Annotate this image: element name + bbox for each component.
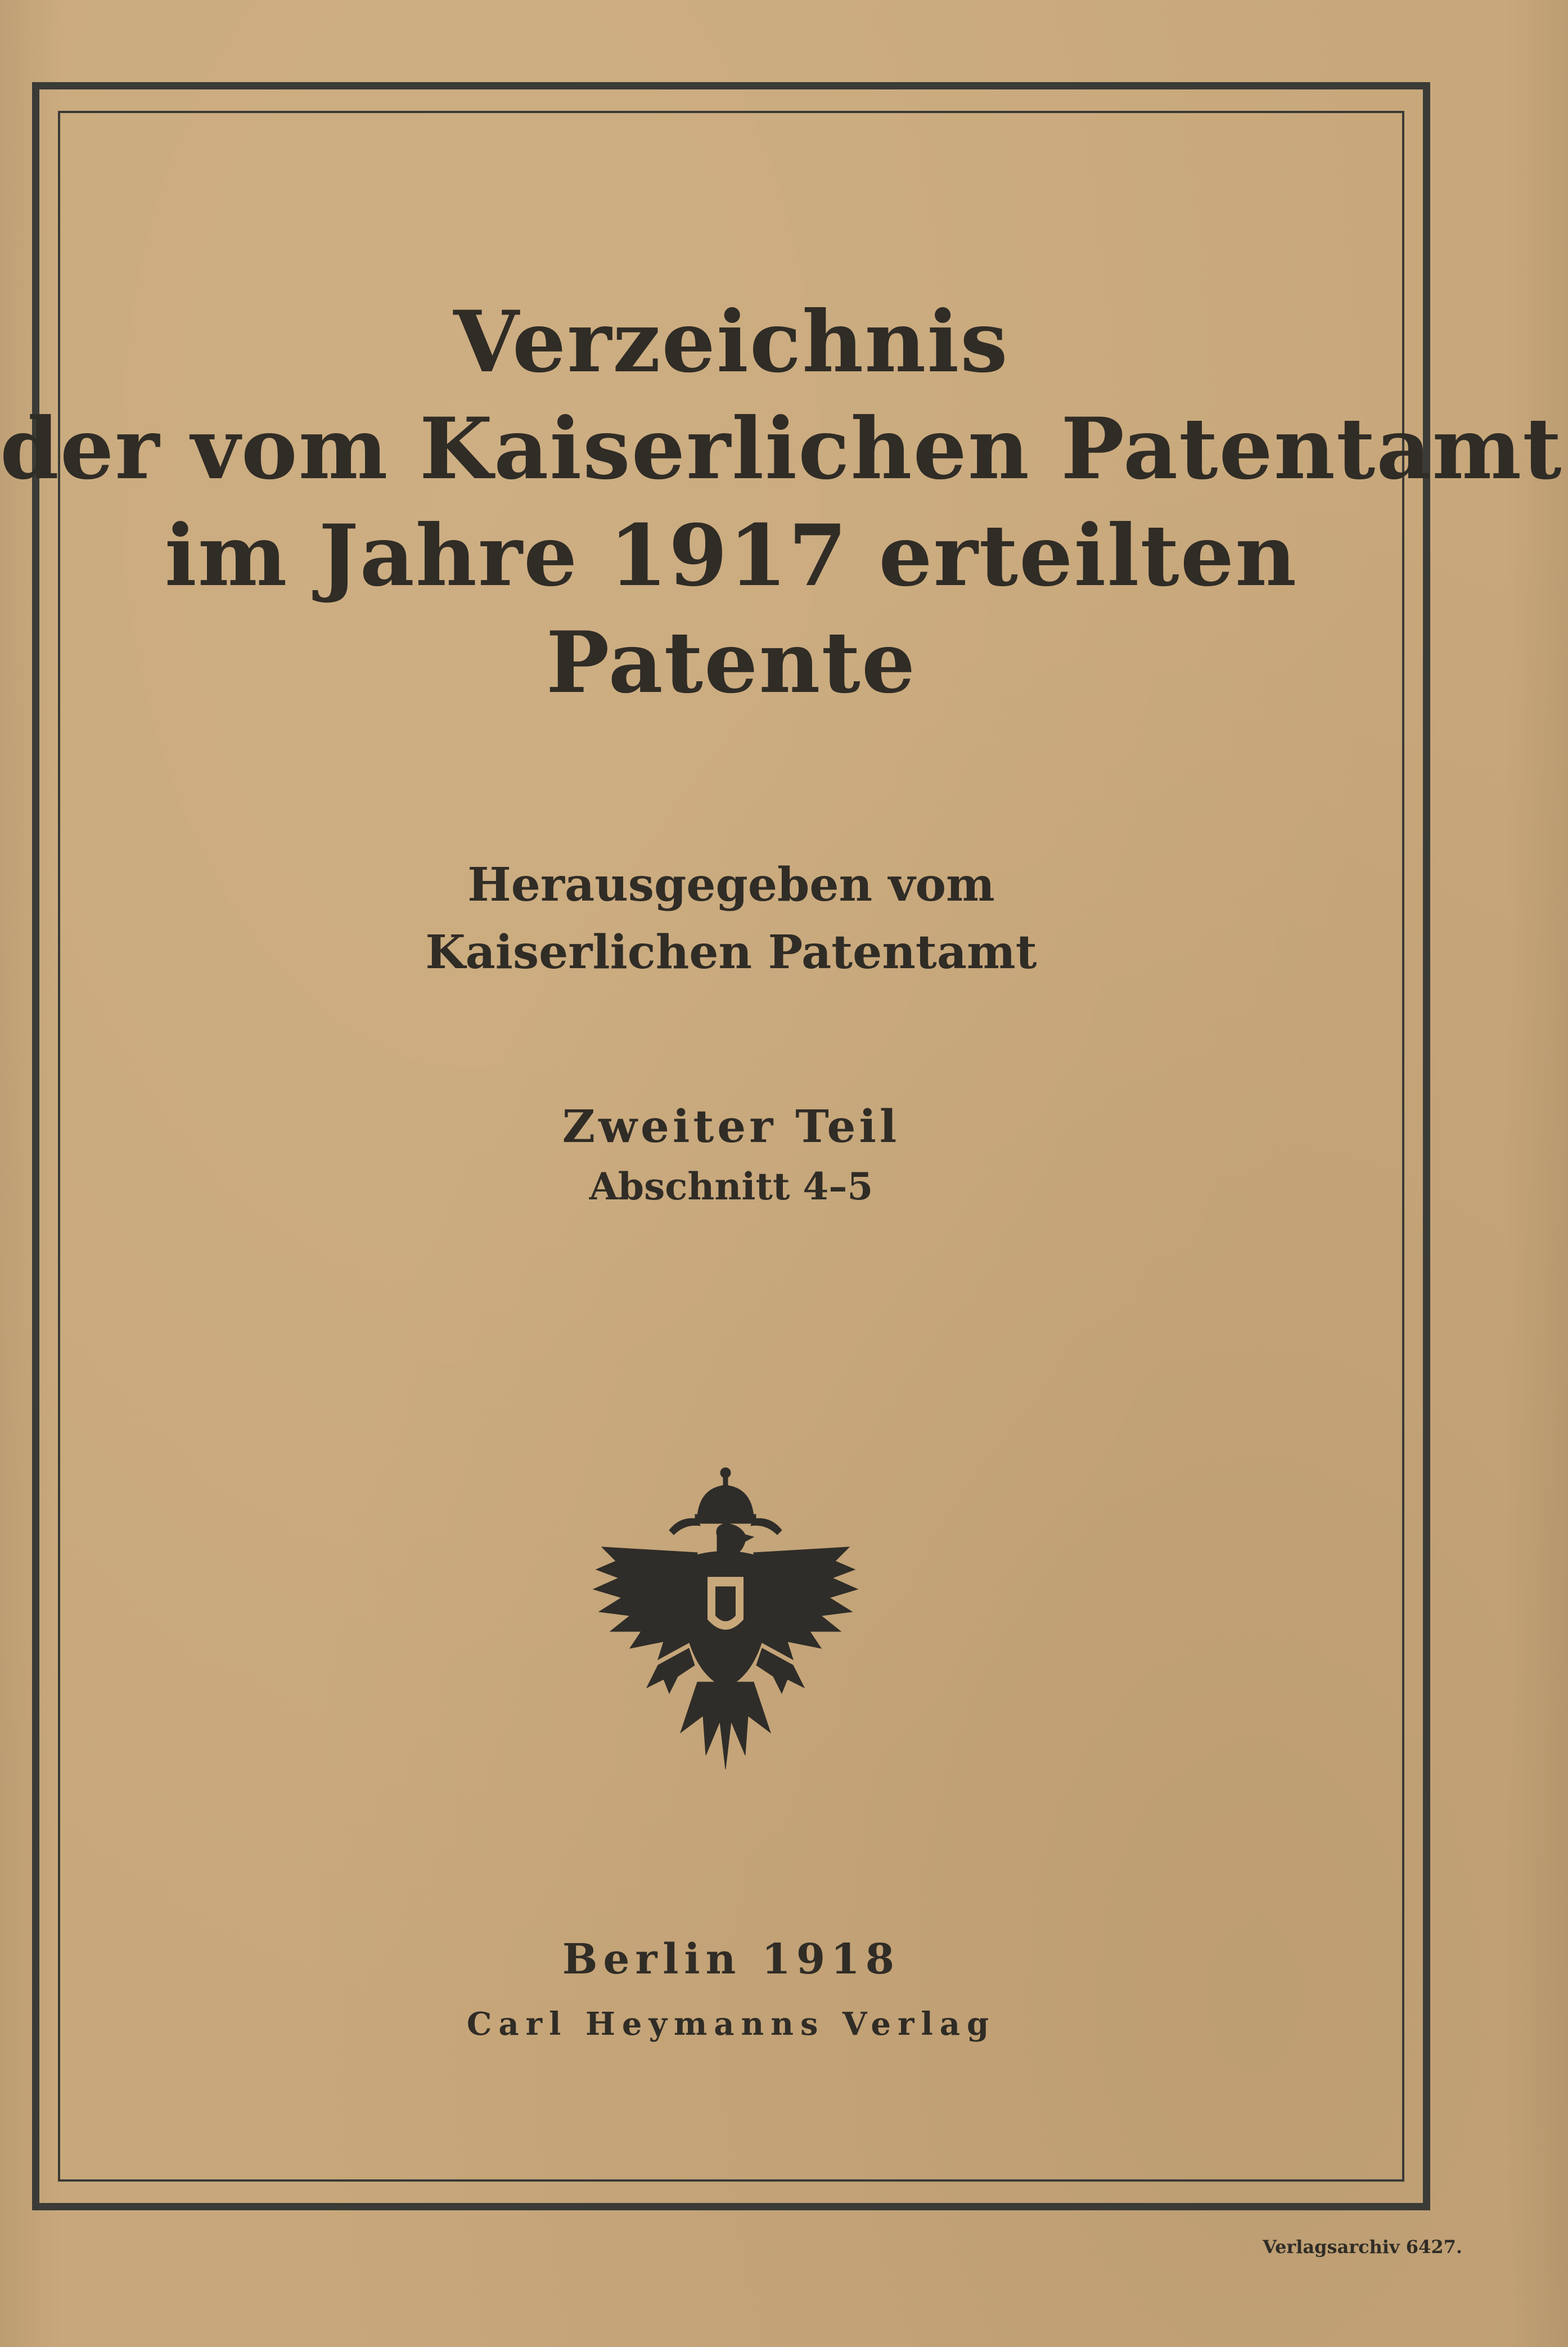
imprint-place-year: Berlin 1918 [562,1935,900,1984]
editor-line-2: Kaiserlichen Patentamt [425,925,1037,979]
title-line-4: Patente [546,613,917,712]
title-line-3: im Jahre 1917 erteilten [164,506,1298,605]
imperial-eagle-icon [585,1463,866,1789]
imprint-publisher: Carl Heymanns Verlag [466,2006,996,2043]
title-line-2: der vom Kaiserlichen Patentamt [0,399,1563,498]
archive-note: Verlagsarchiv 6427. [1263,2236,1462,2258]
editor-line-1: Herausgegeben vom [467,858,995,912]
section-label: Abschnitt 4–5 [589,1164,873,1208]
part-label: Zweiter Teil [562,1100,900,1153]
title-line-1: Verzeichnis [453,293,1009,392]
